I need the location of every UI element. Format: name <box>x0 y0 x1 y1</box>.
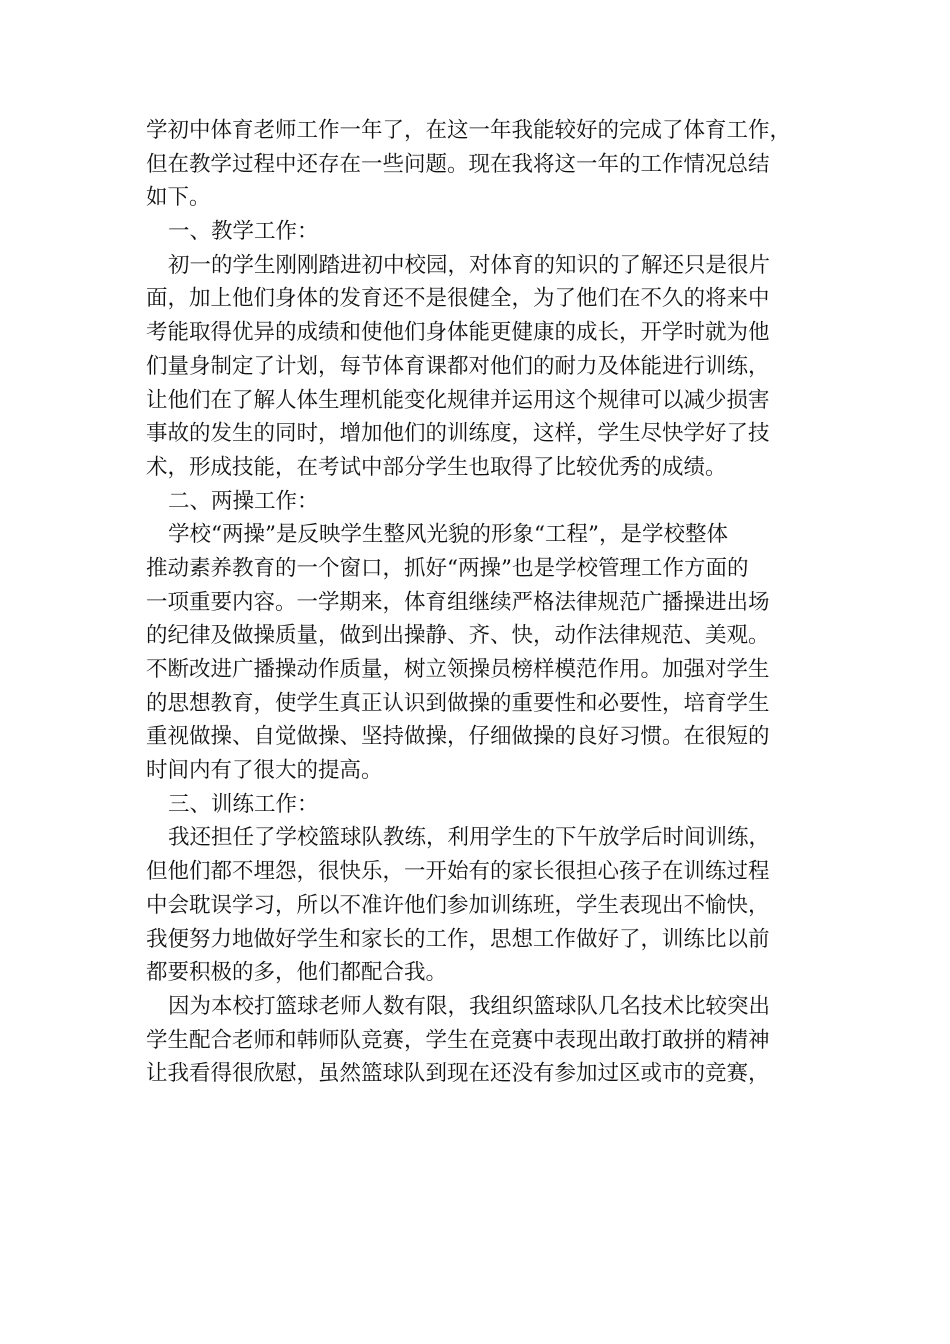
text-line: 让他们在了解人体生理机能变化规律并运用这个规律可以减少损害 <box>146 387 770 413</box>
text-line: 一项重要内容。一学期来，体育组继续严格法律规范广播操进出场 <box>146 589 770 615</box>
text-line: 如下。 <box>146 185 211 211</box>
text-line: 的纪律及做操质量，做到出操静、齐、快，动作法律规范、美观。 <box>146 623 770 649</box>
document-body <box>146 114 806 1091</box>
text-line: 三、训练工作： <box>168 791 319 817</box>
text-line: 学生配合老师和韩师队竞赛，学生在竞赛中表现出敢打敢拼的精神 <box>146 1027 770 1053</box>
text-line: 面，加上他们身体的发育还不是很健全，为了他们在不久的将来中 <box>146 286 770 312</box>
text-line: 一、教学工作： <box>168 219 319 245</box>
text-line: 中会耽误学习，所以不准许他们参加训练班，学生表现出不愉快， <box>146 892 770 918</box>
text-line: 推动素养教育的一个窗口，抓好“两操”也是学校管理工作方面的 <box>146 555 749 581</box>
text-line: 时间内有了很大的提高。 <box>146 758 383 784</box>
text-line: 学初中体育老师工作一年了，在这一年我能较好的完成了体育工作， <box>146 118 792 143</box>
text-line: 二、两操工作： <box>168 488 319 514</box>
text-line: 初一的学生刚刚踏进初中校园，对体育的知识的了解还只是很片 <box>168 252 771 278</box>
text-line: 们量身制定了计划，每节体育课都对他们的耐力及体能进行训练， <box>146 353 770 379</box>
text-line: 但在教学过程中还存在一些问题。现在我将这一年的工作情况总结 <box>146 151 770 177</box>
text-line: 考能取得优异的成绩和使他们身体能更健康的成长，开学时就为他 <box>146 320 770 346</box>
text-line: 让我看得很欣慰，虽然篮球队到现在还没有参加过区或市的竞赛， <box>146 1061 770 1087</box>
text-line: 都要积极的多，他们都配合我。 <box>146 960 448 986</box>
text-line: 的思想教育，使学生真正认识到做操的重要性和必要性，培育学生 <box>146 690 770 716</box>
text-line: 但他们都不埋怨，很快乐，一开始有的家长很担心孩子在训练过程 <box>146 859 770 885</box>
text-line: 术，形成技能，在考试中部分学生也取得了比较优秀的成绩。 <box>146 454 727 480</box>
text-line: 不断改进广播操动作质量，树立领操员榜样模范作用。加强对学生 <box>146 657 770 682</box>
text-line: 事故的发生的同时，增加他们的训练度，这样，学生尽快学好了技 <box>146 421 770 447</box>
text-line: 重视做操、自觉做操、坚持做操，仔细做操的良好习惯。在很短的 <box>146 724 770 750</box>
text-line: 学校“两操”是反映学生整风光貌的形象“工程”，是学校整体 <box>168 522 728 548</box>
text-line: 我便努力地做好学生和家长的工作，思想工作做好了，训练比以前 <box>146 926 770 952</box>
text-line: 因为本校打篮球老师人数有限，我组织篮球队几名技术比较突出 <box>168 993 771 1019</box>
text-line: 我还担任了学校篮球队教练，利用学生的下午放学后时间训练， <box>168 825 771 851</box>
